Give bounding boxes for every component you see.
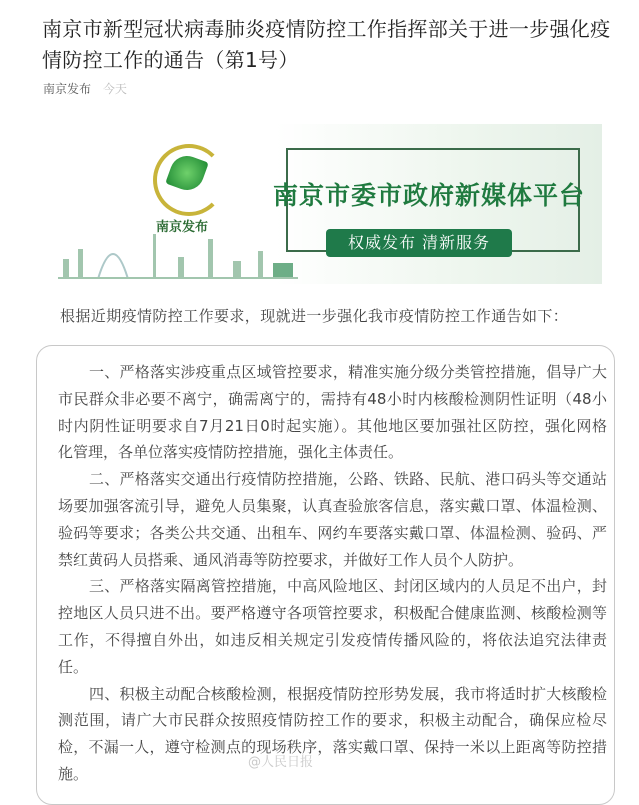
paragraph-line: 任。 [58, 657, 89, 676]
author-link[interactable]: 南京发布 [43, 82, 92, 96]
notice-content [58, 359, 607, 788]
paragraph-line: 测范围，请广大市民群众按照疫情防控工作的要求，积极主动配合，确保应检尽 [58, 711, 607, 730]
banner-title: 南京市委市政府新媒体平台 [272, 181, 585, 210]
banner-subtitle: 权威发布 清新服务 [326, 229, 512, 257]
paragraph-line: 一、严格落实涉疫重点区域管控要求，精准实施分级分类管控措施，倡导广大 [89, 363, 607, 381]
notice-paragraph [58, 681, 607, 788]
paragraph-line: 控地区人员只进不出。要严格遵守各项管控要求，积极配合健康监测、核酸检测等 [58, 604, 607, 623]
paragraph-line: 化管理，各单位落实疫情防控措施，强化主体责任。 [58, 443, 404, 462]
paragraph-line: 市民群众非必要不离宁，确需离宁的，需持有48小时内核酸检测阴性证明（48小 [58, 389, 607, 408]
paragraph-line: 禁红黄码人员搭乘、通风消毒等防控要求，并做好工作人员个人防护。 [58, 550, 524, 569]
publish-date: 今天 [102, 82, 127, 96]
paragraph-line: 验码等要求；各类公共交通、出租车、网约车要落实戴口罩、体温检测、验码、严 [58, 523, 607, 542]
article-title: 南京市新型冠状病毒肺炎疫情防控工作指挥部关于进一步强化疫情防控工作的通告（第1号） [42, 17, 611, 72]
paragraph-line: 场要加强客流引导，避免人员集聚，认真查验旅客信息，落实戴口罩、体温检测、 [58, 496, 607, 515]
watermark: @人民日报 [248, 755, 314, 770]
paragraph-line: 四、积极主动配合核酸检测，根据疫情防控形势发展，我市将适时扩大核酸检 [89, 684, 607, 703]
paragraph-line: 三、严格落实隔离管控措施，中高风险地区、封闭区域内的人员足不出户，封 [89, 577, 607, 596]
paragraph-line: 施。 [58, 764, 89, 783]
intro-text: 根据近期疫情防控工作要求，现就进一步强化我市疫情防控工作通告如下： [60, 307, 569, 325]
paragraph-line: 时内阴性证明要求自7月21日0时起实施）。其他地区要加强社区防控，强化网格 [58, 416, 607, 435]
banner-image [58, 124, 602, 284]
paragraph-line: 检，不漏一人，遵守检测点的现场秩序，落实戴口罩、保持一米以上距离等防控措 [58, 738, 607, 757]
skyline-icon [58, 229, 298, 279]
notice-paragraph [58, 359, 607, 466]
paragraph-line: 二、严格落实交通出行疫情防控措施，公路、铁路、民航、港口码头等交通站 [89, 470, 607, 489]
notice-paragraph [58, 466, 607, 573]
article-meta [43, 80, 127, 97]
notice-paragraph [58, 573, 607, 680]
logo-text: 南京发布 [156, 220, 209, 235]
paragraph-line: 工作，不得擅自外出，如违反相关规定引发疫情传播风险的，将依法追究法律责 [58, 630, 607, 649]
